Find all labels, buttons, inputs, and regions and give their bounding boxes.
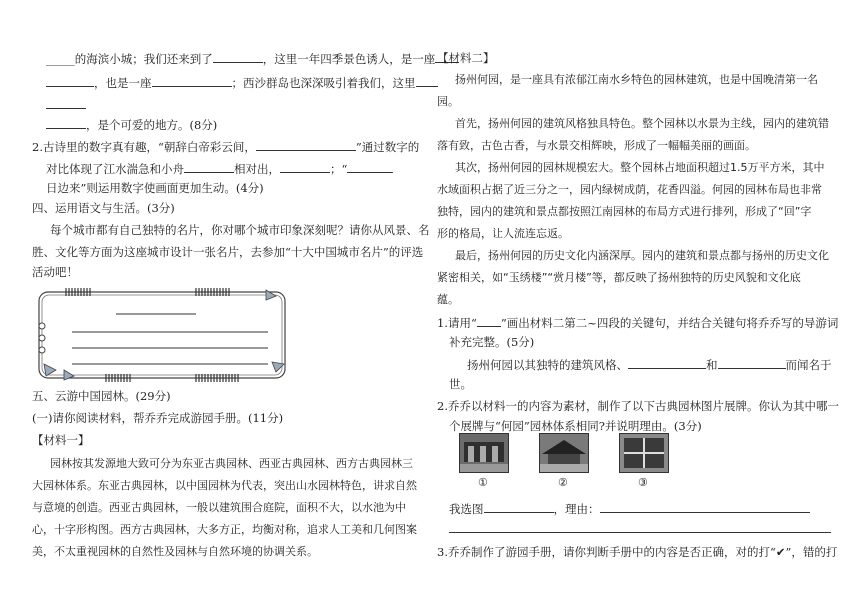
section-5-sub-heading: (一)请你阅读材料，帮乔乔完成游园手册。(11分): [32, 411, 284, 425]
question-1-line-4: 世。: [449, 377, 472, 391]
answer-blank[interactable]: [280, 160, 330, 173]
material-2-text: 独特，园内的建筑和景点都按照江南园林的布局方式进行排列，形成了“回”字: [437, 205, 812, 218]
answer-blank[interactable]: [184, 160, 234, 173]
question-1-line-3: 扬州何园以其独特的建筑风格、 和 而闻名于: [467, 358, 832, 372]
answer-blank[interactable]: [213, 50, 263, 63]
question-2-line-1: 2.古诗里的数字真有趣，“朝辞白帝彩云间， ”通过数字的: [32, 140, 420, 154]
answer-blank[interactable]: [416, 74, 438, 87]
material-2-text: 其次，扬州何园的园林规模宏大。整个园林占地面积超过1.5万平方米，其中: [455, 161, 825, 174]
underline-sample: [477, 314, 501, 327]
answer-blank[interactable]: [256, 138, 356, 151]
material-2-text: 园。: [437, 95, 459, 108]
garden-photo-2[interactable]: [539, 433, 589, 473]
material-2-text: 首先，扬州何园的建筑风格独具特色。整个园林以水景为主线，园内的建筑错: [455, 117, 829, 130]
photo-label-2: ②: [558, 476, 568, 489]
answer-blank[interactable]: [152, 74, 232, 87]
material-1-text: 心，十字形构图。西方古典园林，大多方正，均衡对称，追求人工美和几何图案: [32, 523, 417, 536]
material-2-text: 紧密相关，如“玉绣楼”“赏月楼”等，都反映了扬州独特的历史风貌和文化底: [437, 271, 801, 284]
material-2-text: 落有致，古色古香，与水景交相辉映，形成了一幅幅美丽的画面。: [437, 139, 756, 152]
answer-line[interactable]: [449, 532, 831, 533]
answer-blank[interactable]: [46, 74, 94, 87]
material-2-text: 最后，扬州何园的历史文化内涵深厚。园内的建筑和景点都与扬州的历史文化: [455, 249, 829, 262]
question-3-line: 3.乔乔制作了游园手册，请你判断手册中的内容是否正确，对的打“✔”，错的打: [437, 545, 838, 559]
answer-blank[interactable]: [718, 356, 786, 369]
garden-photo-3[interactable]: [619, 433, 669, 473]
section-4-heading: 四、运用语文与生活。(3分): [32, 201, 175, 215]
material-2-text: 扬州何园，是一座具有浓郁江南水乡特色的园林建筑，也是中国晚清第一名: [455, 73, 818, 86]
material-1-text: 与意境的创造。西亚古典园林，一般以建筑围合庭院，面积不大，以水池为中: [32, 501, 406, 514]
material-2-title: 【材料二】: [437, 51, 495, 65]
passage-line-2: ，也是一座 ；西沙群岛也深深吸引着我们，这里: [46, 74, 438, 91]
choose-line: 我选图 ，理由：: [449, 500, 810, 517]
section-5-heading: 五、云游中国园林。(29分): [32, 389, 171, 403]
answer-blank[interactable]: [484, 500, 554, 513]
material-1-text: 大园林体系。东亚古典园林，以中国园林为代表，突出山水园林特色，讲求自然: [32, 479, 417, 492]
material-2-text: 蕴。: [437, 293, 459, 306]
garden-photo-1[interactable]: [459, 433, 509, 473]
answer-blank[interactable]: [628, 356, 706, 369]
question-1-line-2: 补充完整。(5分): [449, 335, 535, 349]
question-2-line-3: 日边来”则运用数字使画面更加生动。(4分): [46, 181, 264, 195]
material-1-title: 【材料一】: [32, 433, 90, 447]
answer-blank[interactable]: [600, 500, 810, 513]
photo-label-3: ③: [638, 476, 648, 489]
answer-blank[interactable]: [46, 116, 86, 129]
question-2-line-2: 对比体现了江水湍急和小舟 相对出， ；“: [46, 160, 393, 177]
section-4-text: 胜、文化等方面为这座城市设计一张名片，去参加“十大中国城市名片”的评选: [32, 245, 424, 259]
question-1-line-1: 1.请用“ ”画出材料二第二~四段的关键句，并结合关键句将乔乔写的导游词: [437, 316, 839, 330]
question-2-line-2: 个展牌与“何园”园林体系相同?并说明理由。(3分): [449, 419, 702, 433]
city-card-frame[interactable]: [36, 286, 288, 384]
material-2-text: 形的格局，让人流连忘返。: [437, 227, 569, 240]
answer-blank[interactable]: [347, 160, 393, 173]
material-1-text: 园林按其发源地大致可分为东亚古典园林、西亚古典园林、西方古典园林三: [50, 457, 413, 470]
answer-blank[interactable]: [46, 96, 86, 109]
material-2-text: 水域面积占据了近三分之一，园内绿树成荫，花香四溢。何园的园林布局也非常: [437, 183, 822, 196]
passage-line-1: _____的海滨小城；我们还来到了 ，这里一年四季景色诱人，是一座: [46, 50, 459, 67]
passage-line-3: [46, 96, 86, 113]
photo-label-1: ①: [478, 476, 488, 489]
material-1-text: 美，不太重视园林的自然性及园林与自然环境的协调关系。: [32, 545, 318, 558]
section-4-text: 活动吧！: [32, 265, 78, 279]
section-4-text: 每个城市都有自己独特的名片，你对哪个城市印象深刻呢？请你从风景、名: [50, 223, 430, 237]
passage-line-4: ，是个可爱的地方。(8分): [46, 116, 217, 133]
question-2-line-1: 2.乔乔以材料一的内容为素材，制作了以下古典园林图片展牌。你认为其中哪一: [437, 399, 839, 413]
